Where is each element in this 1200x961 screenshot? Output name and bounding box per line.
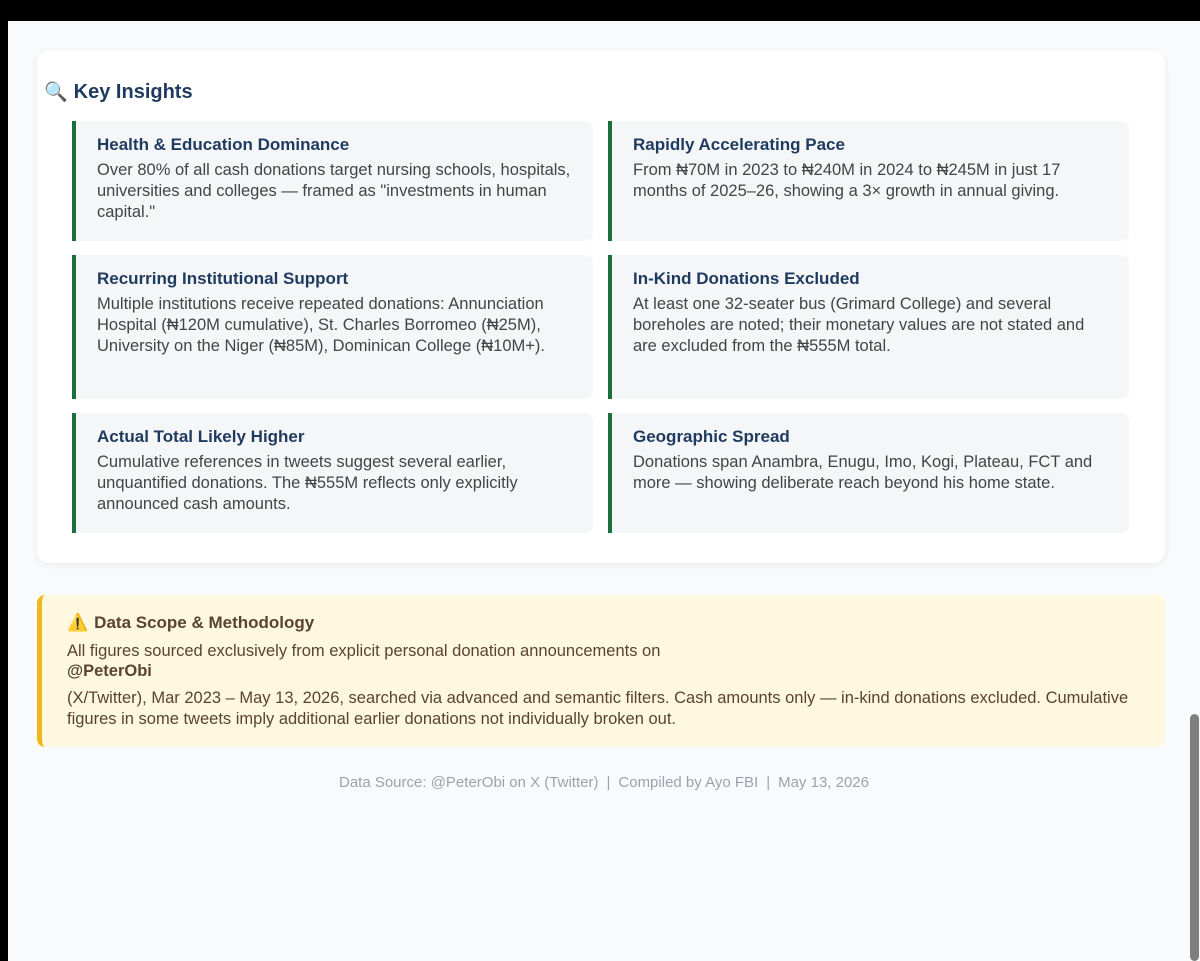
- footer-date: May 13, 2026: [778, 774, 869, 791]
- footer-source: Data Source: @PeterObi on X (Twitter): [338, 774, 599, 791]
- insight-text: Donations span Anambra, Enugu, Imo, Kogi, Plateau, FCT and more — showing deliberate reach beyond his home state.: [633, 453, 1093, 492]
- footer-compiled-by: Compiled by Ayo FBI: [618, 774, 759, 791]
- data-scope-details: (X/Twitter), Mar 2023 – May 13, 2026, searched via advanced and semantic filters. Cash amounts only — in-kind donations excluded. Cumulative figures in some tweets imply additional earlier donations not individually broken out.: [67, 689, 1129, 728]
- footer-separator: |: [606, 774, 611, 791]
- scrollbar-thumb[interactable]: [1190, 714, 1199, 961]
- report-page: [8, 21, 1200, 961]
- insight-card: [608, 413, 1129, 533]
- insight-card: [72, 255, 593, 399]
- insight-text: Over 80% of all cash donations target nursing schools, hospitals, universities and colleges — framed as "investments in human capital.": [97, 161, 571, 221]
- data-scope-heading: [67, 613, 1140, 633]
- window-left-edge: [0, 0, 8, 961]
- insight-card: [608, 255, 1129, 399]
- warning-icon: ⚠️: [67, 613, 89, 632]
- insight-text: At least one 32-seater bus (Grimard College) and several boreholes are noted; their monetary values are not stated and are excluded from the ₦555M total.: [633, 295, 1085, 355]
- magnifier-icon: 🔍: [44, 82, 68, 103]
- insight-card: [608, 121, 1129, 241]
- insight-title: Recurring Institutional Support: [97, 269, 349, 288]
- insight-card: [72, 413, 593, 533]
- key-insights-title: Key Insights: [73, 80, 193, 103]
- data-scope-intro: All figures sourced exclusively from explicit personal donation announcements on: [67, 642, 661, 660]
- footer-separator: |: [766, 774, 771, 791]
- insight-title: Health & Education Dominance: [97, 135, 350, 154]
- insight-card: [72, 121, 593, 241]
- insight-text: From ₦70M in 2023 to ₦240M in 2024 to ₦245M in just 17 months of 2025–26, showing a 3× growth in annual giving.: [633, 161, 1061, 200]
- insight-text: Cumulative references in tweets suggest several earlier, unquantified donations. The ₦555M reflects only explicitly announced cash amounts.: [97, 453, 518, 513]
- vertical-scrollbar[interactable]: [1183, 21, 1200, 961]
- insight-title: Geographic Spread: [633, 427, 790, 446]
- page-footer: [8, 774, 1200, 791]
- insight-title: Rapidly Accelerating Pace: [633, 135, 845, 154]
- insight-title: In-Kind Donations Excluded: [633, 269, 860, 288]
- window-top-edge: [0, 0, 1200, 21]
- insight-title: Actual Total Likely Higher: [97, 427, 305, 446]
- insight-text: Multiple institutions receive repeated donations: Annunciation Hospital (₦120M cumulative), St. Charles Borromeo (₦25M), University on the Niger (₦85M), Dominican College (₦10M+).: [97, 295, 545, 355]
- data-scope-notice: [37, 595, 1165, 747]
- key-insights-heading: [44, 80, 193, 104]
- twitter-handle-link[interactable]: @PeterObi: [67, 662, 152, 680]
- data-scope-title: Data Scope & Methodology: [94, 613, 315, 632]
